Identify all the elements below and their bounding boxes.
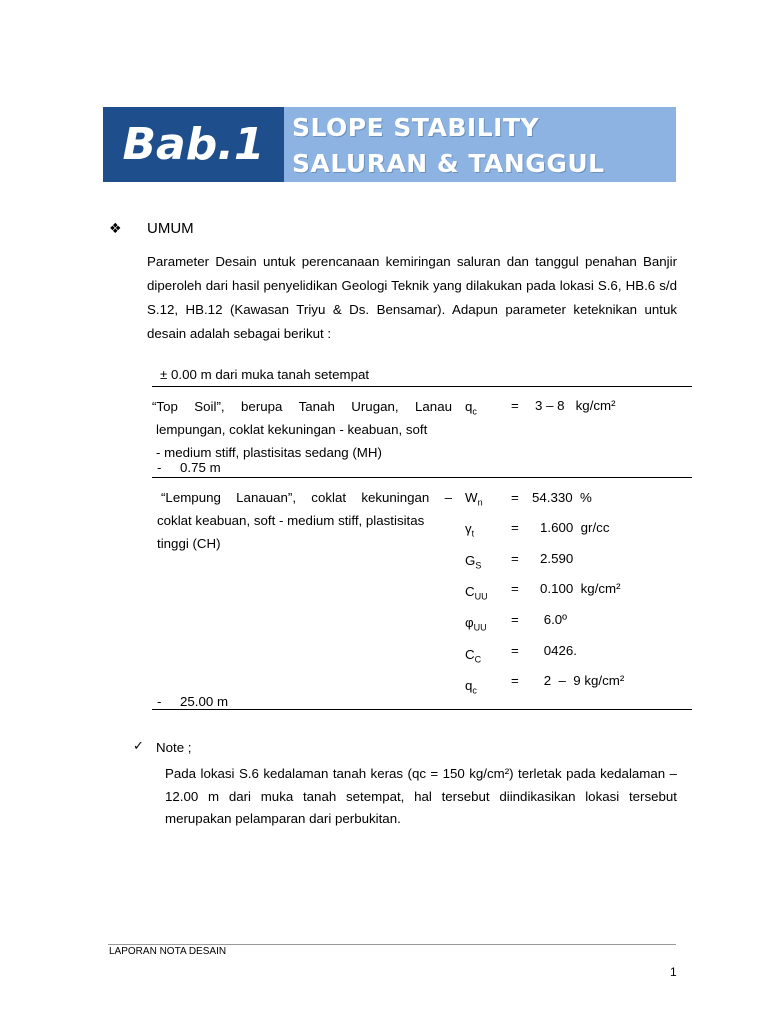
param-eq-cc: = [511, 643, 519, 658]
param-subscript: n [477, 497, 483, 508]
param-subscript: UU [474, 591, 488, 602]
layer1-description [152, 395, 452, 464]
checkmark-icon: ✓ [133, 738, 144, 753]
page-number: 1 [670, 965, 677, 979]
param-value-cuu: 0.100 kg/cm² [540, 581, 621, 596]
param-value-gamma: 1.600 gr/cc [540, 520, 610, 535]
section-title: UMUM [147, 220, 194, 237]
param-eq-gs: = [511, 551, 519, 566]
param-value-qc: 2 – 9 kg/cm² [540, 673, 625, 688]
param-symbol: q [465, 678, 473, 693]
chapter-title [284, 107, 676, 182]
layer1-param-eq: = [511, 398, 519, 413]
param-symbol-cc [465, 647, 481, 665]
table-bottom-rule [152, 709, 692, 710]
param-symbol: C [465, 647, 475, 662]
intro-paragraph: Parameter Desain untuk perencanaan kemiringan saluran dan tanggul penahan Banjir diperoleh dari hasil penyelidikan Geologi Teknik yang dilakukan pada lokasi S.6, HB.6 s/d S.12, HB.12 (Kawasan Triyu & Ds. Bensamar). Adapun parameter keteknikan untuk desain adalah sebagai berikut : [147, 254, 677, 341]
layer1-desc-line1: “Top Soil”, berupa Tanah Urugan, Lanau [152, 399, 452, 414]
chapter-label: Bab.1 [103, 107, 284, 182]
param-subscript: t [471, 528, 475, 539]
layer2-desc-line2: coklat keabuan, soft - medium stiff, plastisitas [157, 513, 425, 528]
note-label: Note ; [156, 740, 192, 755]
footer-label: LAPORAN NOTA DESAIN [109, 946, 227, 957]
param-subscript: S [475, 560, 482, 571]
param-value-cc: 0426. [540, 643, 577, 658]
param-subscript: c [472, 406, 477, 417]
layer2-depth: 25.00 m [180, 694, 229, 709]
layer1-desc-line3: - medium stiff, plastisitas sedang (MH) [156, 445, 382, 460]
param-symbol-gs [465, 553, 481, 571]
param-symbol: γ [465, 521, 472, 536]
layer1-param-symbol [465, 399, 477, 417]
param-subscript: C [474, 654, 482, 665]
param-subscript: c [472, 685, 477, 696]
param-eq-qc: = [511, 673, 519, 688]
param-symbol-cuu [465, 584, 488, 602]
layer1-depth: 0.75 m [180, 460, 221, 475]
layer2-desc-line1: “Lempung Lanauan”, coklat kekuningan – [161, 490, 452, 505]
param-eq-cuu: = [511, 581, 519, 596]
param-eq-wn: = [511, 490, 519, 505]
diamond-bullet-icon: ❖ [109, 220, 122, 236]
layer2-depth-dash: - [157, 694, 162, 709]
param-symbol: q [465, 399, 473, 414]
param-symbol-gamma [465, 521, 474, 539]
footer-rule [108, 944, 676, 945]
param-symbol: C [465, 584, 475, 599]
layer2-description [157, 486, 452, 555]
chapter-title-line2: SALURAN & TANGGUL [292, 149, 605, 178]
layer2-desc-line3: tinggi (CH) [157, 536, 221, 551]
param-value-phi: 6.0º [540, 612, 568, 627]
layer1-desc-line2: lempungan, coklat kekuningan - keabuan, soft [156, 422, 428, 437]
param-eq-phi: = [511, 612, 519, 627]
table-mid-rule [152, 477, 692, 478]
table-top-rule [152, 386, 692, 387]
param-subscript: UU [473, 622, 487, 633]
param-symbol-qc [465, 678, 477, 696]
layer1-depth-dash: - [157, 460, 162, 475]
param-value-gs: 2.590 [540, 551, 574, 566]
param-symbol: G [465, 553, 476, 568]
reference-level: ± 0.00 m dari muka tanah setempat [160, 367, 370, 382]
param-eq-gamma: = [511, 520, 519, 535]
param-symbol-phi [465, 615, 487, 633]
param-symbol: W [465, 490, 478, 505]
param-value-wn: 54.330 % [532, 490, 592, 505]
param-symbol-wn [465, 490, 483, 508]
layer1-param-value: 3 – 8 kg/cm² [535, 398, 616, 413]
note-paragraph: Pada lokasi S.6 kedalaman tanah keras (qc = 150 kg/cm²) terletak pada kedalaman – 12.00 m dari muka tanah setempat, hal tersebut diindikasikan lokasi tersebut merupakan pelamparan dari perbukitan. [165, 766, 677, 826]
chapter-title-line1: SLOPE STABILITY [292, 113, 540, 142]
param-symbol: φ [465, 615, 474, 630]
